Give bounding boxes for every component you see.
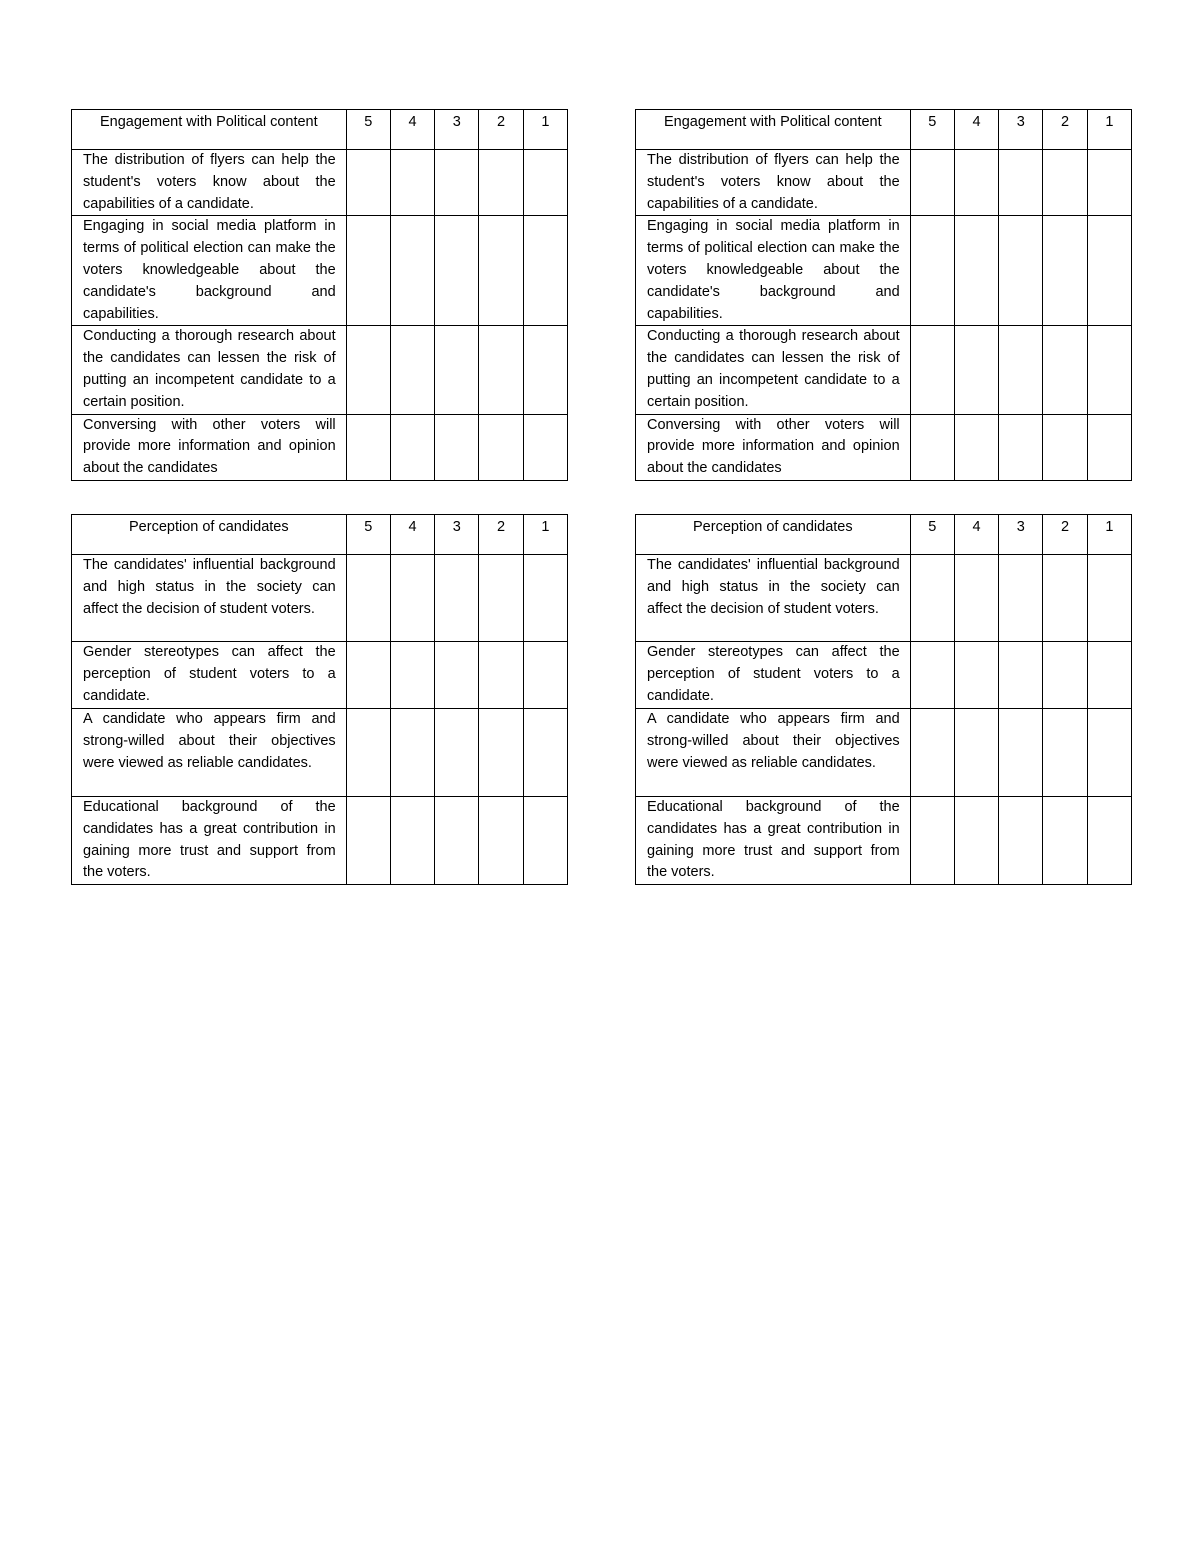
rating-cell-4[interactable] (954, 150, 998, 216)
statement-text: Conversing with other voters will provide more information and opinion about the candidates (72, 414, 347, 480)
table-row (72, 414, 568, 480)
rating-header-4: 4 (954, 110, 998, 150)
rating-cell-4[interactable] (390, 709, 434, 797)
rating-cell-5[interactable] (346, 150, 390, 216)
rating-header-5: 5 (346, 110, 390, 150)
rating-cell-5[interactable] (910, 150, 954, 216)
rating-cell-5[interactable] (346, 709, 390, 797)
rating-cell-2[interactable] (1043, 326, 1087, 414)
perception-header: Perception of candidates (636, 515, 911, 555)
rating-cell-5[interactable] (346, 326, 390, 414)
rating-cell-1[interactable] (523, 642, 567, 709)
rating-header-2: 2 (479, 515, 523, 555)
rating-cell-1[interactable] (523, 216, 567, 326)
table-row (72, 555, 568, 642)
rating-header-1: 1 (1087, 110, 1131, 150)
rating-header-1: 1 (523, 110, 567, 150)
rating-cell-3[interactable] (435, 709, 479, 797)
rating-cell-4[interactable] (954, 797, 998, 885)
rating-cell-4[interactable] (390, 326, 434, 414)
table-row (72, 150, 568, 216)
rating-header-4: 4 (390, 110, 434, 150)
rating-cell-2[interactable] (1043, 216, 1087, 326)
table-header-row (636, 110, 1132, 150)
rating-cell-1[interactable] (1087, 414, 1131, 480)
rating-header-3: 3 (999, 515, 1043, 555)
rating-cell-4[interactable] (954, 642, 998, 709)
rating-cell-4[interactable] (390, 216, 434, 326)
rating-header-3: 3 (435, 110, 479, 150)
engagement-header: Engagement with Political content (636, 110, 911, 150)
rating-cell-2[interactable] (479, 555, 523, 642)
rating-cell-5[interactable] (346, 797, 390, 885)
rating-cell-5[interactable] (346, 642, 390, 709)
rating-cell-1[interactable] (1087, 150, 1131, 216)
engagement-survey-table-right (635, 109, 1132, 481)
rating-cell-2[interactable] (479, 216, 523, 326)
rating-cell-4[interactable] (954, 414, 998, 480)
rating-cell-1[interactable] (523, 555, 567, 642)
table-row (636, 642, 1132, 709)
rating-cell-1[interactable] (1087, 216, 1131, 326)
rating-cell-3[interactable] (435, 414, 479, 480)
perception-survey-table-left (71, 514, 568, 885)
rating-cell-4[interactable] (390, 642, 434, 709)
statement-text: Conducting a thorough research about the candidates can lessen the risk of putting an incompetent candidate to a certain position. (636, 326, 911, 414)
rating-cell-5[interactable] (910, 414, 954, 480)
rating-cell-4[interactable] (390, 414, 434, 480)
statement-text: The distribution of flyers can help the student's voters know about the capabilities of a candidate. (72, 150, 347, 216)
rating-cell-4[interactable] (954, 709, 998, 797)
rating-cell-4[interactable] (954, 555, 998, 642)
rating-header-5: 5 (910, 110, 954, 150)
rating-cell-1[interactable] (1087, 555, 1131, 642)
rating-cell-2[interactable] (1043, 555, 1087, 642)
rating-cell-4[interactable] (954, 326, 998, 414)
statement-text: Educational background of the candidates has a great contribution in gaining more trust and support from the voters. (72, 797, 347, 885)
statement-text: Educational background of the candidates has a great contribution in gaining more trust and support from the voters. (636, 797, 911, 885)
statement-text: Engaging in social media platform in terms of political election can make the voters knowledgeable about the candidate's background and capabilities. (72, 216, 347, 326)
table-row (636, 797, 1132, 885)
table-row (72, 709, 568, 797)
table-row (636, 326, 1132, 414)
rating-cell-2[interactable] (1043, 150, 1087, 216)
rating-cell-2[interactable] (1043, 709, 1087, 797)
rating-cell-1[interactable] (1087, 642, 1131, 709)
table-row (72, 797, 568, 885)
rating-cell-3[interactable] (999, 216, 1043, 326)
table-row (72, 216, 568, 326)
rating-cell-5[interactable] (910, 642, 954, 709)
table-row (636, 555, 1132, 642)
rating-header-3: 3 (999, 110, 1043, 150)
table-row (636, 150, 1132, 216)
rating-cell-2[interactable] (479, 642, 523, 709)
rating-cell-1[interactable] (523, 326, 567, 414)
rating-cell-4[interactable] (954, 216, 998, 326)
rating-header-3: 3 (435, 515, 479, 555)
rating-cell-5[interactable] (910, 797, 954, 885)
statement-text: Conversing with other voters will provide more information and opinion about the candidates (636, 414, 911, 480)
rating-cell-2[interactable] (1043, 797, 1087, 885)
rating-cell-1[interactable] (1087, 709, 1131, 797)
rating-header-4: 4 (390, 515, 434, 555)
statement-text: The distribution of flyers can help the student's voters know about the capabilities of a candidate. (636, 150, 911, 216)
rating-header-4: 4 (954, 515, 998, 555)
rating-cell-1[interactable] (1087, 797, 1131, 885)
rating-cell-3[interactable] (999, 555, 1043, 642)
rating-header-1: 1 (1087, 515, 1131, 555)
table-row (636, 414, 1132, 480)
rating-cell-5[interactable] (910, 326, 954, 414)
rating-cell-2[interactable] (479, 150, 523, 216)
rating-cell-2[interactable] (479, 326, 523, 414)
rating-cell-5[interactable] (346, 216, 390, 326)
rating-cell-2[interactable] (479, 797, 523, 885)
table-header-row (636, 515, 1132, 555)
rating-cell-5[interactable] (910, 555, 954, 642)
statement-text: The candidates' influential background and high status in the society can affect the decision of student voters. (72, 555, 347, 642)
table-row (636, 709, 1132, 797)
perception-survey-table-right (635, 514, 1132, 885)
statement-text: A candidate who appears firm and strong-willed about their objectives were viewed as reliable candidates. (636, 709, 911, 797)
rating-cell-1[interactable] (523, 414, 567, 480)
rating-cell-4[interactable] (390, 797, 434, 885)
rating-cell-3[interactable] (999, 797, 1043, 885)
rating-cell-2[interactable] (479, 709, 523, 797)
rating-cell-1[interactable] (523, 709, 567, 797)
statement-text: Gender stereotypes can affect the perception of student voters to a candidate. (72, 642, 347, 709)
rating-cell-5[interactable] (346, 414, 390, 480)
rating-cell-3[interactable] (435, 150, 479, 216)
rating-cell-3[interactable] (435, 326, 479, 414)
perception-header: Perception of candidates (72, 515, 347, 555)
rating-header-5: 5 (910, 515, 954, 555)
rating-cell-3[interactable] (435, 216, 479, 326)
rating-cell-3[interactable] (999, 150, 1043, 216)
engagement-survey-table-left (71, 109, 568, 481)
rating-cell-2[interactable] (479, 414, 523, 480)
rating-header-2: 2 (1043, 515, 1087, 555)
rating-cell-4[interactable] (390, 555, 434, 642)
table-header-row (72, 110, 568, 150)
rating-cell-2[interactable] (1043, 642, 1087, 709)
rating-cell-4[interactable] (390, 150, 434, 216)
statement-text: Gender stereotypes can affect the perception of student voters to a candidate. (636, 642, 911, 709)
rating-cell-1[interactable] (523, 150, 567, 216)
rating-cell-3[interactable] (435, 642, 479, 709)
rating-cell-3[interactable] (999, 709, 1043, 797)
rating-header-5: 5 (346, 515, 390, 555)
rating-cell-5[interactable] (910, 709, 954, 797)
rating-cell-5[interactable] (346, 555, 390, 642)
rating-header-2: 2 (1043, 110, 1087, 150)
statement-text: Engaging in social media platform in terms of political election can make the voters knowledgeable about the candidate's background and capabilities. (636, 216, 911, 326)
rating-cell-2[interactable] (1043, 414, 1087, 480)
rating-cell-3[interactable] (999, 326, 1043, 414)
rating-cell-3[interactable] (999, 642, 1043, 709)
rating-header-2: 2 (479, 110, 523, 150)
statement-text: Conducting a thorough research about the candidates can lessen the risk of putting an incompetent candidate to a certain position. (72, 326, 347, 414)
rating-cell-3[interactable] (435, 797, 479, 885)
rating-cell-1[interactable] (523, 797, 567, 885)
rating-header-1: 1 (523, 515, 567, 555)
statement-text: The candidates' influential background and high status in the society can affect the decision of student voters. (636, 555, 911, 642)
rating-cell-5[interactable] (910, 216, 954, 326)
rating-cell-3[interactable] (999, 414, 1043, 480)
table-header-row (72, 515, 568, 555)
engagement-header: Engagement with Political content (72, 110, 347, 150)
rating-cell-3[interactable] (435, 555, 479, 642)
rating-cell-1[interactable] (1087, 326, 1131, 414)
table-row (636, 216, 1132, 326)
table-row (72, 642, 568, 709)
table-row (72, 326, 568, 414)
statement-text: A candidate who appears firm and strong-willed about their objectives were viewed as reliable candidates. (72, 709, 347, 797)
